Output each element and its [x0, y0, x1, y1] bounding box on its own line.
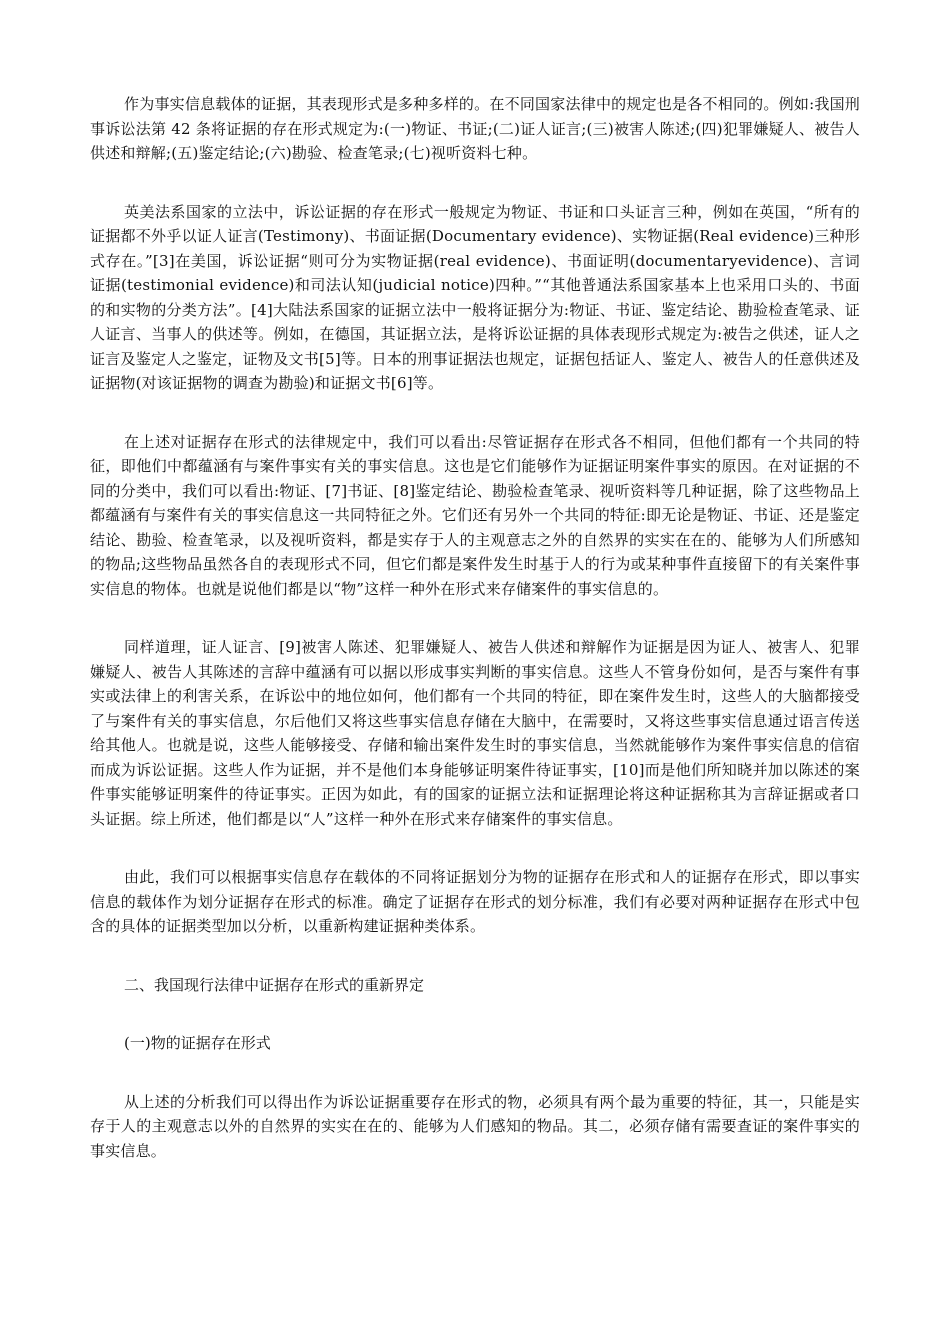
section-heading: 二、我国现行法律中证据存在形式的重新界定 — [124, 975, 425, 994]
paragraph-testimonial-evidence: 同样道理，证人证言、[9]被害人陈述、犯罪嫌疑人、被告人供述和辩解作为证据是因为证人、被害人、犯罪嫌疑人、被告人其陈述的言辞中蕴涵有可以据以形成事实判断的事实信息。这些人不管身份如何，是否与案件有事实或法律上的利害关系，在诉讼中的地位如何，他们都有一个共同的特征，即在案件发生时，这些人的大脑都接受了与案件有关的事实信息，尔后他们又将这些事实信息存储在大脑中，在需要时，又将这些事实信息通过语言传送给其他人。也就是说，这些人能够接受、存储和输出案件发生时的事实信息，当然就能够作为案件事实信息的信宿而成为诉讼证据。这些人作为证据，并不是他们本身能够证明案件待证事实，[10]而是他们所知晓并加以陈述的案件事实能够证明案件的待证事实。正因为如此，有的国家的证据立法和证据理论将这种证据称其为言辞证据或者口头证据。综上所述，他们都是以“人”这样一种外在形式来存储案件的事实信息。 — [90, 638, 860, 828]
subsection-heading: (一)物的证据存在形式 — [124, 1034, 271, 1052]
paragraph-classification: 由此，我们可以根据事实信息存在载体的不同将证据划分为物的证据存在形式和人的证据存在形式，即以事实信息的载体作为划分证据存在形式的标准。确定了证据存在形式的划分标准，我们有必要对两种证据存在形式中包含的具体的证据类型加以分析，以重新构建证据种类体系。 — [90, 868, 860, 935]
paragraph-common-law: 英美法系国家的立法中，诉讼证据的存在形式一般规定为物证、书证和口头证言三种，例如在英国，“所有的证据都不外乎以证人证言(Testimony)、书面证据(Documentary evidence)、实物证据(Real evidence)三种形式存在。”[3]在美国，诉讼证据“则可分为实物证据(real evidence)、书面证明(documentaryevidence)、言词证据(testimonial evidence)和司法认知(judicial notice)四种。”“其他普通法系国家基本上也采用口头的、书面的和实物的分类方法”。[4]大陆法系国家的证据立法中一般将证据分为:物证、书证、鉴定结论、勘验检查笔录、证人证言、当事人的供述等。例如，在德国，其证据立法，是将诉讼证据的具体表现形式规定为:被告之供述，证人之证言及鉴定人之鉴定，证物及文书[5]等。日本的刑事证据法也规定，证据包括证人、鉴定人、被告人的任意供述及证据物(对该证据物的调查为勘验)和证据文书[6]等。 — [90, 202, 860, 392]
document-page — [90, 92, 860, 1197]
paragraph-physical-features: 从上述的分析我们可以得出作为诉讼证据重要存在形式的物，必须具有两个最为重要的特征，其一，只能是实存于人的主观意志以外的自然界的实实在在的、能够为人们感知的物品。其二，必须存储有需要查证的案件事实的事实信息。 — [90, 1092, 860, 1160]
paragraph-physical-evidence: 在上述对证据存在形式的法律规定中，我们可以看出:尽管证据存在形式各不相同，但他们都有一个共同的特征，即他们中都蕴涵有与案件事实有关的事实信息。这也是它们能够作为证据证明案件事实的原因。在对证据的不同的分类中，我们可以看出:物证、[7]书证、[8]鉴定结论、勘验检查笔录、视听资料等几种证据，除了这些物品上都蕴涵有与案件有关的事实信息这一共同特征之外。它们还有另外一个共同的特征:即无论是物证、书证、还是鉴定结论、勘验、检查笔录，以及视听资料，都是实存于人的主观意志之外的自然界的实实在在的、能够为人们所感知的物品;这些物品虽然各自的表现形式不同，但它们都是案件发生时基于人的行为或某种事件直接留下的有关案件事实信息的物体。也就是说他们都是以“物”这样一种外在形式来存储案件的事实信息的。 — [90, 432, 860, 598]
paragraph-evidence-forms: 作为事实信息载体的证据，其表现形式是多种多样的。在不同国家法律中的规定也是各不相同的。例如:我国刑事诉讼法第 42 条将证据的存在形式规定为:(一)物证、书证;(二)证人证言;(三)被害人陈述;(四)犯罪嫌疑人、被告人供述和辩解;(五)鉴定结论;(六)勘验、检查笔录;(七)视听资料七种。 — [90, 95, 860, 162]
